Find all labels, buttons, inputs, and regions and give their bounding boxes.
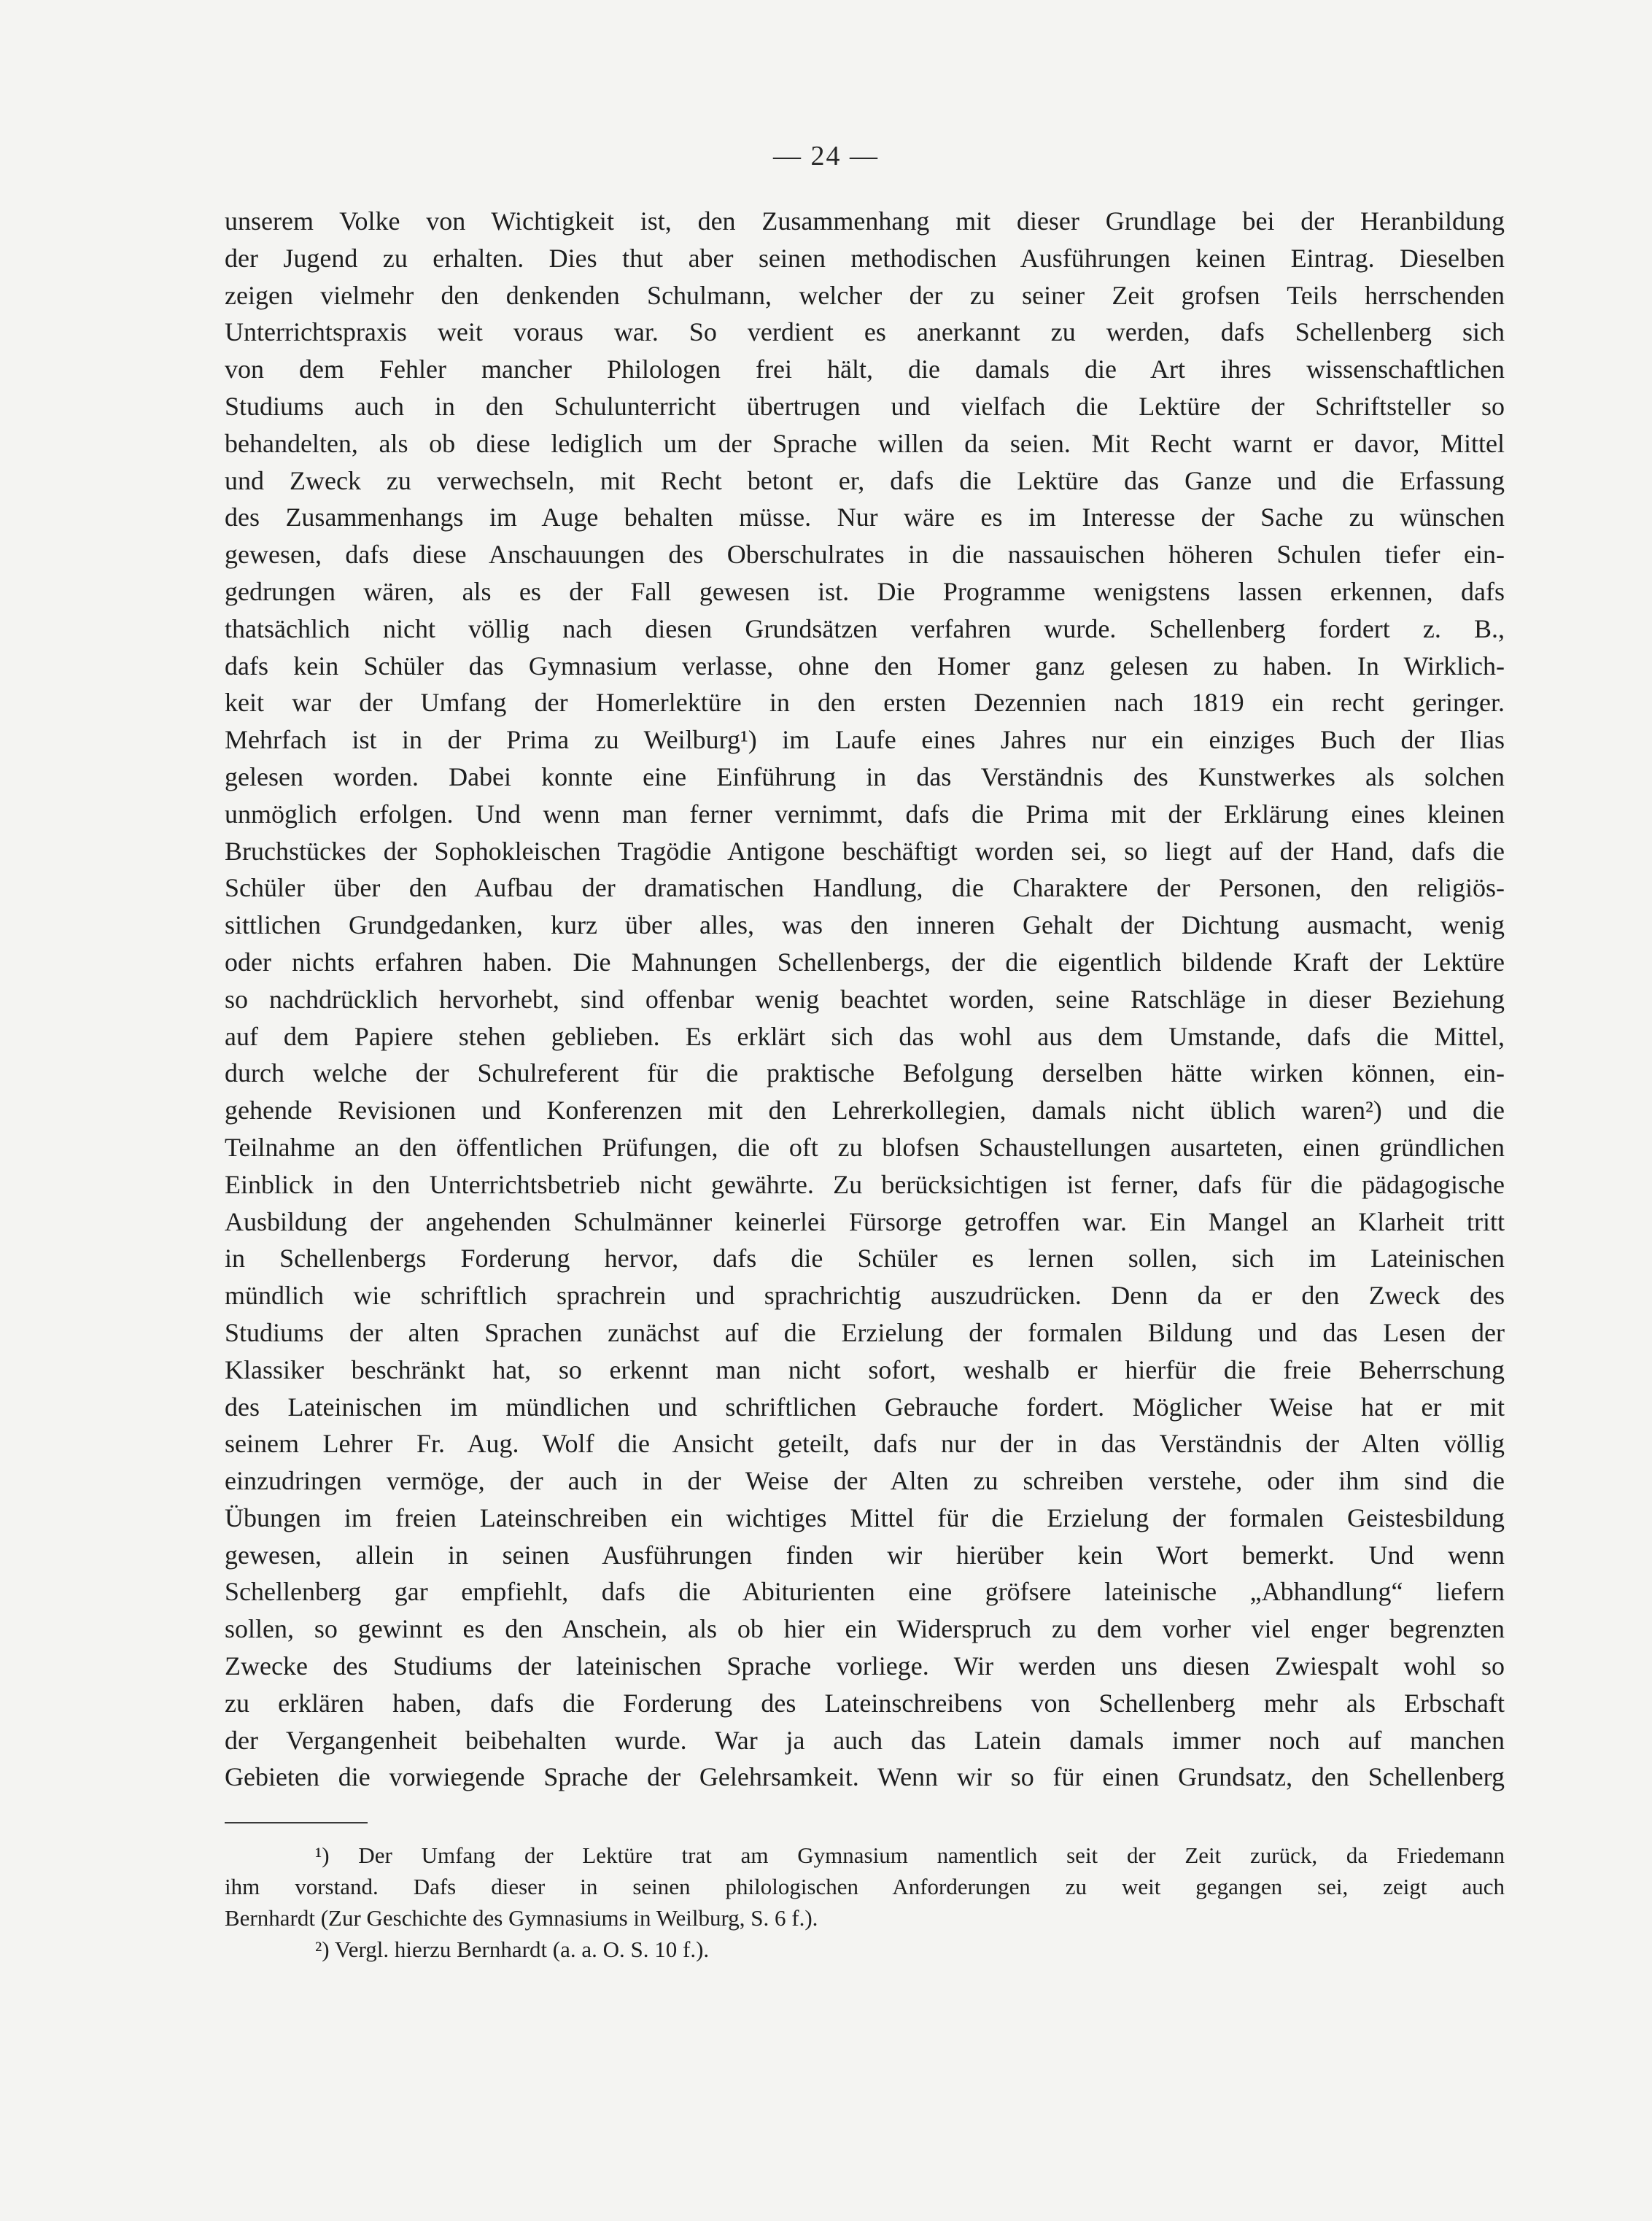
body-line: sittlichen Grundgedanken, kurz über alles, was den inneren Gehalt der Dichtung ausmacht, wenig xyxy=(225,910,1505,940)
body-line: mündlich wie schriftlich sprachrein und sprachrichtig auszudrücken. Denn da er den Zweck des xyxy=(225,1281,1505,1311)
body-line: einzudringen vermöge, der auch in der Weise der Alten zu schreiben verstehe, oder ihm sind die xyxy=(225,1466,1505,1496)
body-line: thatsächlich nicht völlig nach diesen Grundsätzen verfahren wurde. Schellenberg fordert z. B., xyxy=(225,613,1505,643)
body-line: behandelten, als ob diese lediglich um der Sprache willen da seien. Mit Recht warnt er davor, Mittel xyxy=(225,428,1505,458)
body-line: Unterrichtspraxis weit voraus war. So verdient es anerkannt zu werden, dafs Schellenberg sich xyxy=(225,317,1505,347)
body-line: keit war der Umfang der Homerlektüre in den ersten Dezennien nach 1819 ein recht geringer. xyxy=(225,688,1505,718)
body-line: seinem Lehrer Fr. Aug. Wolf die Ansicht geteilt, dafs nur der in das Verständnis der Alten völlig xyxy=(225,1429,1505,1459)
body-line: der Jugend zu erhalten. Dies thut aber seinen methodischen Ausführungen keinen Eintrag. Dieselben xyxy=(225,243,1505,273)
footnote-divider xyxy=(225,1822,368,1823)
footnote-2: ²) Vergl. hierzu Bernhardt (a. a. O. S. 10 f.). xyxy=(315,1937,710,1962)
footnote-1-line-2: ihm vorstand. Dafs dieser in seinen philologischen Anforderungen zu weit gegangen sei, zeigt auch xyxy=(225,1874,1505,1899)
body-line: Gebieten die vorwiegende Sprache der Gelehrsamkeit. Wenn wir so für einen Grundsatz, den Schellenberg xyxy=(225,1762,1505,1792)
body-line: unmöglich erfolgen. Und wenn man ferner vernimmt, dafs die Prima mit der Erklärung eines kleinen xyxy=(225,799,1505,829)
body-line: sollen, so gewinnt es den Anschein, als ob hier ein Widerspruch zu dem vorher viel enger begrenzten xyxy=(225,1614,1505,1644)
body-line: Mehrfach ist in der Prima zu Weilburg¹) im Laufe eines Jahres nur ein einziges Buch der Ilias xyxy=(225,725,1505,755)
footnote-1-line-3: Bernhardt (Zur Geschichte des Gymnasiums in Weilburg, S. 6 f.). xyxy=(225,1905,818,1931)
body-line: Schüler über den Aufbau der dramatischen Handlung, die Charaktere der Personen, den religiös- xyxy=(225,873,1505,903)
body-line: Bruchstückes der Sophokleischen Tragödie Antigone beschäftigt worden sei, so liegt auf der Hand, dafs die xyxy=(225,836,1505,866)
body-line: gedrungen wären, als es der Fall gewesen ist. Die Programme wenigstens lassen erkennen, dafs xyxy=(225,576,1505,606)
body-line: der Vergangenheit beibehalten wurde. War ja auch das Latein damals immer noch auf manchen xyxy=(225,1725,1505,1755)
body-line: und Zweck zu verwechseln, mit Recht betont er, dafs die Lektüre das Ganze und die Erfassung xyxy=(225,465,1505,495)
main-text xyxy=(225,203,1505,1796)
body-line: gehende Revisionen und Konferenzen mit den Lehrerkollegien, damals nicht üblich waren²) und die xyxy=(225,1096,1505,1125)
body-line: durch welche der Schulreferent für die praktische Befolgung derselben hätte wirken können, ein- xyxy=(225,1058,1505,1088)
body-line: des Zusammenhangs im Auge behalten müsse. Nur wäre es im Interesse der Sache zu wünschen xyxy=(225,503,1505,532)
body-line: des Lateinischen im mündlichen und schriftlichen Gebrauche fordert. Möglicher Weise hat er mit xyxy=(225,1392,1505,1422)
body-line: zeigen vielmehr den denkenden Schulmann, welcher der zu seiner Zeit grofsen Teils herrschenden xyxy=(225,280,1505,310)
body-line: Studiums auch in den Schulunterricht übertrugen und vielfach die Lektüre der Schriftsteller so xyxy=(225,391,1505,421)
body-line: Klassiker beschränkt hat, so erkennt man nicht sofort, weshalb er hierfür die freie Beherrschung xyxy=(225,1354,1505,1384)
body-line: gewesen, dafs diese Anschauungen des Oberschulrates in die nassauischen höheren Schulen tiefer ein- xyxy=(225,540,1505,570)
body-line: zu erklären haben, dafs die Forderung des Lateinschreibens von Schellenberg mehr als Erbschaft xyxy=(225,1688,1505,1718)
body-line: von dem Fehler mancher Philologen frei hält, die damals die Art ihres wissenschaftlichen xyxy=(225,354,1505,384)
body-line: dafs kein Schüler das Gymnasium verlasse, ohne den Homer ganz gelesen zu haben. In Wirklich- xyxy=(225,651,1505,681)
body-line: in Schellenbergs Forderung hervor, dafs die Schüler es lernen sollen, sich im Lateinischen xyxy=(225,1244,1505,1274)
body-line: auf dem Papiere stehen geblieben. Es erklärt sich das wohl aus dem Umstande, dafs die Mittel, xyxy=(225,1021,1505,1051)
body-line: Einblick in den Unterrichtsbetrieb nicht gewährte. Zu berücksichtigen ist ferner, dafs für die pädagogische xyxy=(225,1169,1505,1199)
body-line: unserem Volke von Wichtigkeit ist, den Zusammenhang mit dieser Grundlage bei der Heranbildung xyxy=(225,206,1505,236)
footnote-1-line-1: ¹) Der Umfang der Lektüre trat am Gymnasium namentlich seit der Zeit zurück, da Friedemann xyxy=(315,1842,1505,1868)
page-number: — 24 — xyxy=(773,141,879,171)
body-line: oder nichts erfahren haben. Die Mahnungen Schellenbergs, der die eigentlich bildende Kraft der Lektüre xyxy=(225,947,1505,977)
body-line: Teilnahme an den öffentlichen Prüfungen, die oft zu blofsen Schaustellungen ausarteten, einen gründlichen xyxy=(225,1132,1505,1162)
body-line: Übungen im freien Lateinschreiben ein wichtiges Mittel für die Erzielung der formalen Geistesbildung xyxy=(225,1503,1505,1532)
body-line: Studiums der alten Sprachen zunächst auf die Erzielung der formalen Bildung und das Lesen der xyxy=(225,1317,1505,1347)
body-line: Zwecke des Studiums der lateinischen Sprache vorliege. Wir werden uns diesen Zwiespalt wohl so xyxy=(225,1651,1505,1681)
body-line: Schellenberg gar empfiehlt, dafs die Abiturienten eine gröfsere lateinische „Abhandlung“ liefern xyxy=(225,1577,1505,1607)
body-line: gelesen worden. Dabei konnte eine Einführung in das Verständnis des Kunstwerkes als solchen xyxy=(225,761,1505,791)
body-line: so nachdrücklich hervorhebt, sind offenbar wenig beachtet worden, seine Ratschläge in dieser Beziehung xyxy=(225,984,1505,1014)
body-line: gewesen, allein in seinen Ausführungen finden wir hierüber kein Wort bemerkt. Und wenn xyxy=(225,1540,1505,1570)
footnotes xyxy=(225,1840,1505,1965)
body-line: Ausbildung der angehenden Schulmänner keinerlei Fürsorge getroffen war. Ein Mangel an Klarheit tritt xyxy=(225,1206,1505,1236)
